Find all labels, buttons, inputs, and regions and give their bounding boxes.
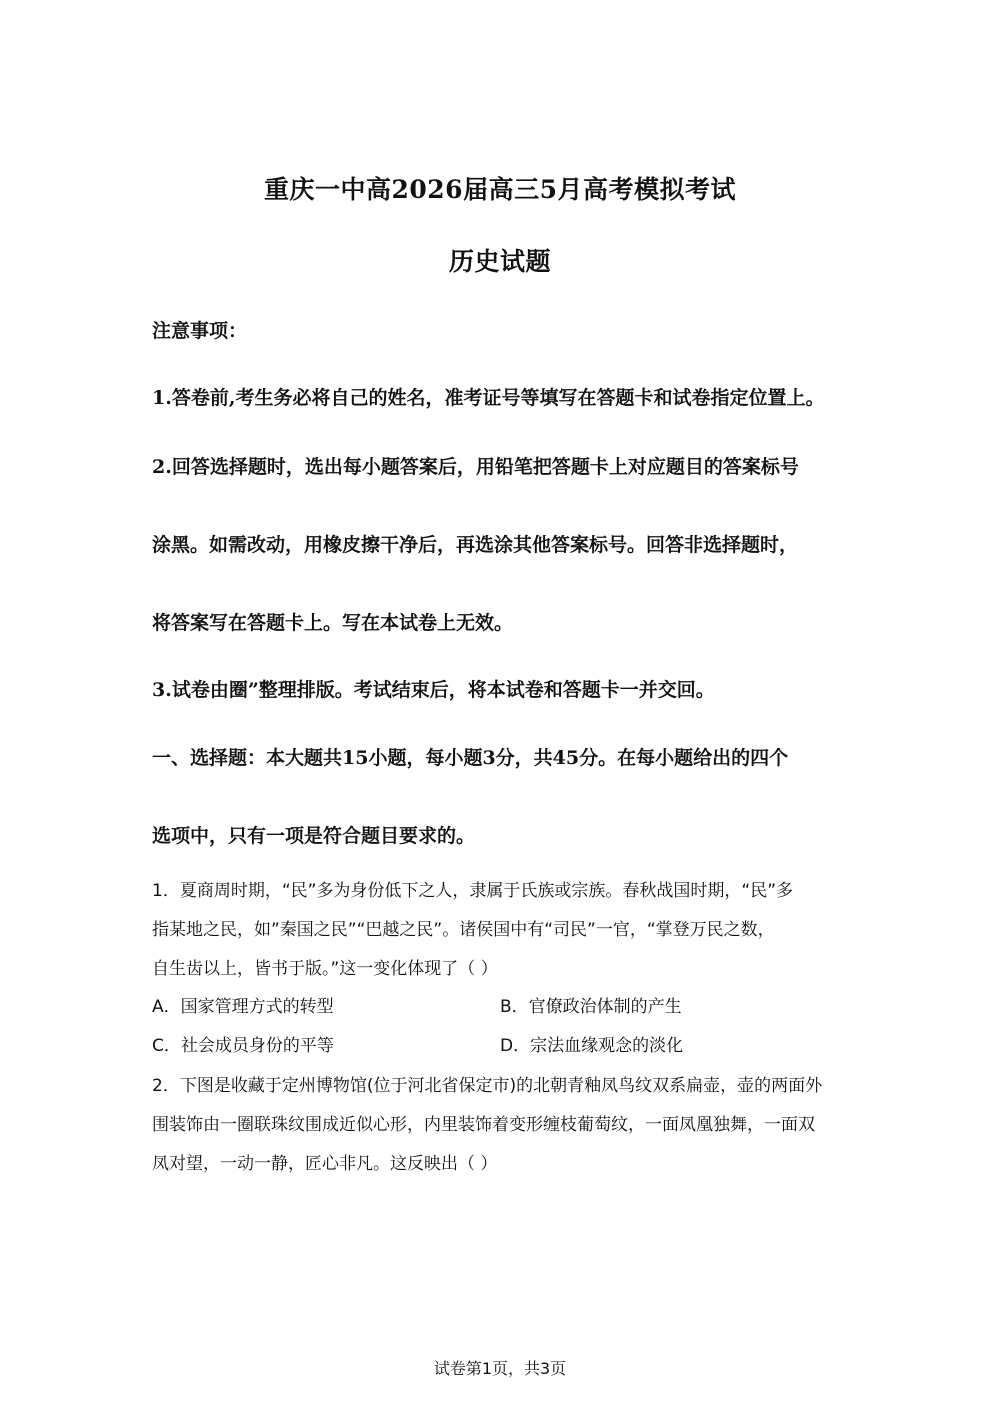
question-1-option-d: D．宗法血缘观念的淡化: [500, 1036, 684, 1056]
section-heading-line-2: 选项中，只有一项是符合题目要求的。: [152, 825, 476, 847]
section-heading-line-1: 一、选择题：本大题共15小题，每小题3分，共45分。在每小题给出的四个: [152, 747, 789, 769]
question-1-option-a: A．国家管理方式的转型: [152, 997, 334, 1017]
notice-item-2-line-2: 涂黑。如需改动，用橡皮擦干净后，再选涂其他答案标号。回答非选择题时，: [152, 534, 799, 556]
page-footer: 试卷第1页，共3页: [433, 1359, 567, 1378]
question-2-line-1: 2．下图是收藏于定州博物馆(位于河北省保定市)的北朝青釉凤鸟纹双系扁壶，壶的两面外: [152, 1076, 823, 1096]
notice-item-1: 1.答卷前,考生务必将自己的姓名，准考证号等填写在答题卡和试卷指定位置上。: [152, 387, 825, 409]
question-1-line-1: 1．夏商周时期，“民”多为身份低下之人，隶属于氏族或宗族。春秋战国时期，“民”多: [152, 881, 794, 901]
notice-item-2-line-1: 2.回答选择题时，选出每小题答案后，用铅笔把答题卡上对应题目的答案标号: [152, 456, 799, 478]
exam-title: 重庆一中高2026届高三5月高考模拟考试: [264, 175, 736, 204]
question-2-line-2: 围装饰由一圈联珠纹围成近似心形，内里装饰着变形缠枝葡萄纹，一面凤凰独舞，一面双: [152, 1115, 815, 1135]
question-2-line-3: 凤对望，一动一静，匠心非凡。这反映出（ ）: [152, 1154, 498, 1174]
exam-subject: 历史试题: [448, 247, 551, 276]
notice-heading: 注意事项：: [152, 320, 248, 342]
notice-item-2-line-3: 将答案写在答题卡上。写在本试卷上无效。: [152, 612, 514, 634]
question-1-line-3: 自生齿以上，皆书于版。”这一变化体现了（ ）: [152, 959, 498, 979]
question-1-line-2: 指某地之民，如”秦国之民”“巴越之民”。诸侯国中有“司民”一官，“掌登万民之数，: [152, 920, 775, 940]
notice-item-3: 3.试卷由圈”整理排版。考试结束后，将本试卷和答题卡一并交回。: [152, 679, 715, 701]
question-1-option-c: C．社会成员身份的平等: [152, 1036, 334, 1056]
question-1-option-b: B．官僚政治体制的产生: [500, 997, 682, 1017]
